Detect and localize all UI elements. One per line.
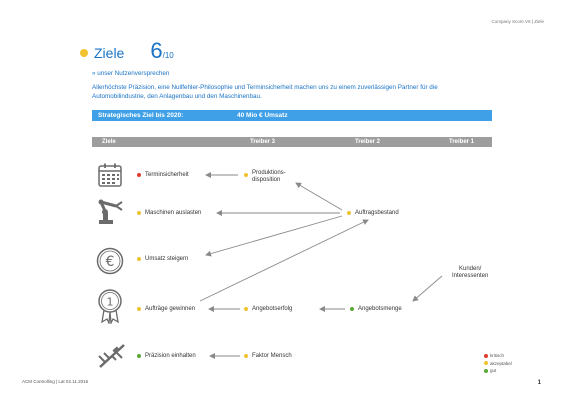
status-dot-angebotsmenge — [350, 307, 354, 311]
driver-kunden-interessenten: Kunden/ Interessenten — [452, 266, 489, 279]
status-dot-umsatz — [137, 257, 141, 261]
legend-kritisch — [484, 352, 512, 360]
column-treiber2: Treiber 2 — [355, 138, 381, 145]
goal-auftraege-gewinnen: Aufträge gewinnen — [145, 305, 196, 312]
title-text: Ziele — [94, 45, 125, 61]
driver-angebotserfolg: Angebotserfolg — [252, 305, 293, 312]
top-right-caption: Company Score V6 | Ziele — [491, 19, 544, 24]
status-dot-produktion — [244, 173, 248, 177]
svg-text:1: 1 — [106, 295, 114, 309]
legend-gut — [484, 367, 512, 375]
legend-akzeptabel — [484, 360, 512, 368]
robot-arm-icon — [96, 198, 126, 231]
goal-terminsicherheit: Terminsicherheit — [145, 171, 189, 178]
goal-praezision-einhalten: Präzision einhalten — [145, 352, 196, 359]
status-dot-praezision — [137, 354, 141, 358]
euro-coin-icon — [96, 247, 124, 280]
legend-dot-kritisch — [484, 354, 488, 358]
arrow-auftrag-to-umsatz — [206, 216, 342, 255]
driver-faktor-mensch: Faktor Mensch — [252, 352, 292, 359]
column-treiber3: Treiber 3 — [250, 138, 276, 145]
caliper-icon — [97, 340, 127, 375]
status-dot-maschinen — [137, 211, 141, 215]
medal-icon — [96, 288, 124, 329]
legend-label-gut: gut — [490, 368, 497, 374]
driver-angebotsmenge: Angebotsmenge — [358, 305, 402, 312]
title-denominator: /10 — [162, 51, 174, 60]
legend-dot-akzeptabel — [484, 361, 488, 365]
subtitle: » unser Nutzenversprechen — [92, 70, 170, 77]
column-treiber1: Treiber 1 — [449, 138, 475, 145]
status-dot-termin — [137, 173, 141, 177]
goal-umsatz-steigern: Umsatz steigern — [145, 255, 189, 262]
calendar-icon — [97, 162, 123, 193]
status-legend — [484, 352, 512, 375]
driver-produktionsdisposition: Produktions- disposition — [252, 170, 286, 183]
footer-caption: ACM Controlling | Lat 02.11.2016 — [22, 379, 89, 384]
column-ziele: Ziele — [102, 138, 116, 145]
status-dot-auftraege — [137, 307, 141, 311]
title-number: 6 — [150, 38, 163, 63]
strategy-label: Strategisches Ziel bis 2020: — [98, 111, 184, 119]
page-number: 1 — [537, 380, 541, 386]
status-dot-faktor-mensch — [244, 354, 248, 358]
svg-text:€: € — [105, 254, 115, 270]
driver-auftragsbestand: Auftragsbestand — [355, 209, 399, 216]
legend-label-kritisch: kritisch — [490, 353, 505, 359]
arrow-auftraege-to-auftrag — [200, 220, 368, 301]
arrow-auftrag-to-produktion — [296, 183, 342, 210]
legend-dot-gut — [484, 369, 488, 373]
legend-label-akzeptabel: akzeptabel — [490, 360, 512, 366]
status-dot-angebotserfolg — [244, 307, 248, 311]
intro-text: Allerhöchste Präzision, eine Nullfehler-Philosophie und Terminsicherheit machen uns zu einem zuverlässigen Partner für die Automobilindustrie, den Anlagenbau und den Maschinenbau. — [92, 84, 438, 100]
arrow-kunden-to-angebotsmenge — [413, 276, 442, 301]
status-dot-auftragsbestand — [347, 211, 351, 215]
strategy-value: 40 Mio € Umsatz — [237, 111, 288, 119]
goal-maschinen-auslasten: Maschinen auslasten — [145, 209, 202, 216]
